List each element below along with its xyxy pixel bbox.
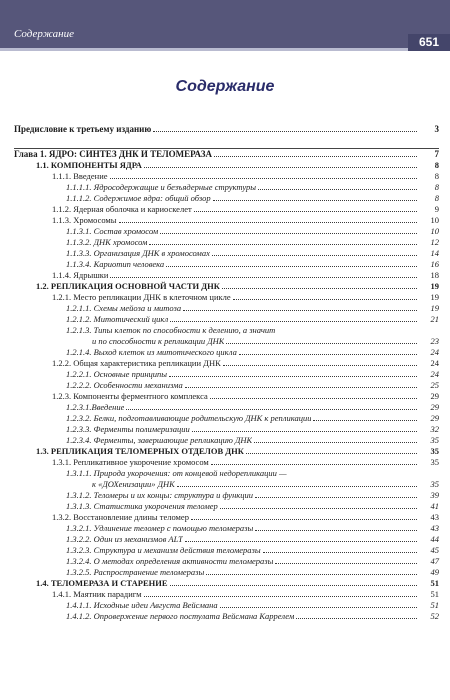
toc-entry-subsection[interactable]: 1.2.1. Место репликации ДНК в клеточном цикле 19 (52, 292, 439, 302)
toc-entry-item[interactable]: 1.1.3.1. Состав хромосом 10 (66, 226, 439, 236)
toc-entry-item[interactable]: 1.2.1.4. Выход клеток из митотического цикла 24 (66, 347, 439, 357)
toc-entry-section[interactable]: 1.3. РЕПЛИКАЦИЯ ТЕЛОМЕРНЫХ ОТДЕЛОВ ДНК 35 (36, 446, 439, 456)
toc-entry-section[interactable]: 1.2. РЕПЛИКАЦИЯ ОСНОВНОЙ ЧАСТИ ДНК 19 (36, 281, 439, 291)
toc-entry-item[interactable]: 1.2.2.1. Основные принципы 24 (66, 369, 439, 379)
toc-entry-item[interactable]: 1.3.2.5. Распространение теломеразы 49 (66, 567, 439, 577)
toc-entry-item[interactable]: 1.1.1.1. Ядросодержащие и безъядерные структуры 8 (66, 182, 439, 192)
toc-entry-preface[interactable]: Предисловие к третьему изданию 3 (14, 124, 439, 134)
toc-entry-subsection[interactable]: 1.1.3. Хромосомы 10 (52, 215, 439, 225)
page-header (0, 0, 450, 48)
toc-entry-item[interactable]: 1.1.3.4. Кариотип человека 16 (66, 259, 439, 269)
toc-entry-subsection[interactable]: 1.2.3. Компоненты ферментного комплекса 29 (52, 391, 439, 401)
toc-entry-subsection[interactable]: 1.1.1. Введение 8 (52, 171, 439, 181)
toc-entry-item-continued[interactable]: к «ДОХенизации» ДНК 35 (92, 479, 439, 489)
toc-entry-item[interactable]: 1.2.1.2. Митотический цикл 21 (66, 314, 439, 324)
toc-entry-item[interactable]: 1.4.1.2. Опровержение первого постулата Вейсмана Каррелем 52 (66, 611, 439, 621)
toc-entry-subsection[interactable]: 1.4.1. Маятник парадигм 51 (52, 589, 439, 599)
table-of-contents (0, 124, 450, 622)
page-title: Содержание (175, 78, 275, 95)
toc-entry-item[interactable]: 1.3.2.3. Структура и механизм действия теломеразы 45 (66, 545, 439, 555)
toc-entry-item[interactable]: 1.3.1.2. Теломеры и их концы: структура и функции 39 (66, 490, 439, 500)
toc-entry-item[interactable]: 1.3.1.1. Природа укорочения: от концевой недорепликации — (66, 468, 287, 478)
toc-entry-item[interactable]: 1.1.3.2. ДНК хромосом 12 (66, 237, 439, 247)
toc-entry-subsection[interactable]: 1.3.2. Восстановление длины теломер 43 (52, 512, 439, 522)
toc-entry-subsection[interactable]: 1.1.4. Ядрышки 18 (52, 270, 439, 280)
toc-entry-item[interactable]: 1.3.1.3. Статистика укорочения теломер 41 (66, 501, 439, 511)
toc-entry-item[interactable]: 1.4.1.1. Исходные идеи Августа Вейсмана 51 (66, 600, 439, 610)
toc-entry-subsection[interactable]: 1.1.2. Ядерная оболочка и кариоскелет 9 (52, 204, 439, 214)
toc-entry-item[interactable]: 1.2.3.2. Белки, подготавливающие родительскую ДНК к репликации 29 (66, 413, 439, 423)
toc-entry-item[interactable]: 1.2.3.3. Ферменты полимеризации 32 (66, 424, 439, 434)
toc-entry-item[interactable]: 1.3.2.1. Удлинение теломер с помощью теломеразы 43 (66, 523, 439, 533)
toc-entry-item[interactable]: 1.2.2.2. Особенности механизма 25 (66, 380, 439, 390)
toc-entry-subsection[interactable]: 1.2.2. Общая характеристика репликации ДНК 24 (52, 358, 439, 368)
toc-entry-item-continued[interactable]: и по способности к репликации ДНК 23 (92, 336, 439, 346)
toc-entry-item[interactable]: 1.3.2.2. Один из механизмов ALT 44 (66, 534, 439, 544)
toc-entry-item[interactable]: 1.1.3.3. Организация ДНК в хромосомах 14 (66, 248, 439, 258)
toc-entry-item[interactable]: 1.3.2.4. О методах определения активности теломеразы 47 (66, 556, 439, 566)
toc-entry-subsection[interactable]: 1.3.1. Репликативное укорочение хромосом 35 (52, 457, 439, 467)
toc-entry-item[interactable]: 1.2.1.3. Типы клеток по способности к делению, а значит (66, 325, 276, 335)
toc-entry-item[interactable]: 1.2.3.1.Введение 29 (66, 402, 439, 412)
header-divider (0, 48, 450, 51)
toc-entry-item[interactable]: 1.2.1.1. Схемы мейоза и митоза 19 (66, 303, 439, 313)
toc-entry-item[interactable]: 1.1.1.2. Содержимое ядра: общий обзор 8 (66, 193, 439, 203)
page-number: 651 (408, 34, 450, 51)
toc-entry-section[interactable]: 1.1. КОМПОНЕНТЫ ЯДРА 8 (36, 160, 439, 170)
toc-entry-section[interactable]: 1.4. ТЕЛОМЕРАЗА И СТАРЕНИЕ 51 (36, 578, 439, 588)
toc-entry-item[interactable]: 1.2.3.4. Ферменты, завершающие репликацию ДНК 35 (66, 435, 439, 445)
running-head: Содержание (14, 28, 75, 40)
toc-entry-chapter[interactable]: Глава 1. ЯДРО: СИНТЕЗ ДНК И ТЕЛОМЕРАЗА 7 (14, 149, 439, 159)
